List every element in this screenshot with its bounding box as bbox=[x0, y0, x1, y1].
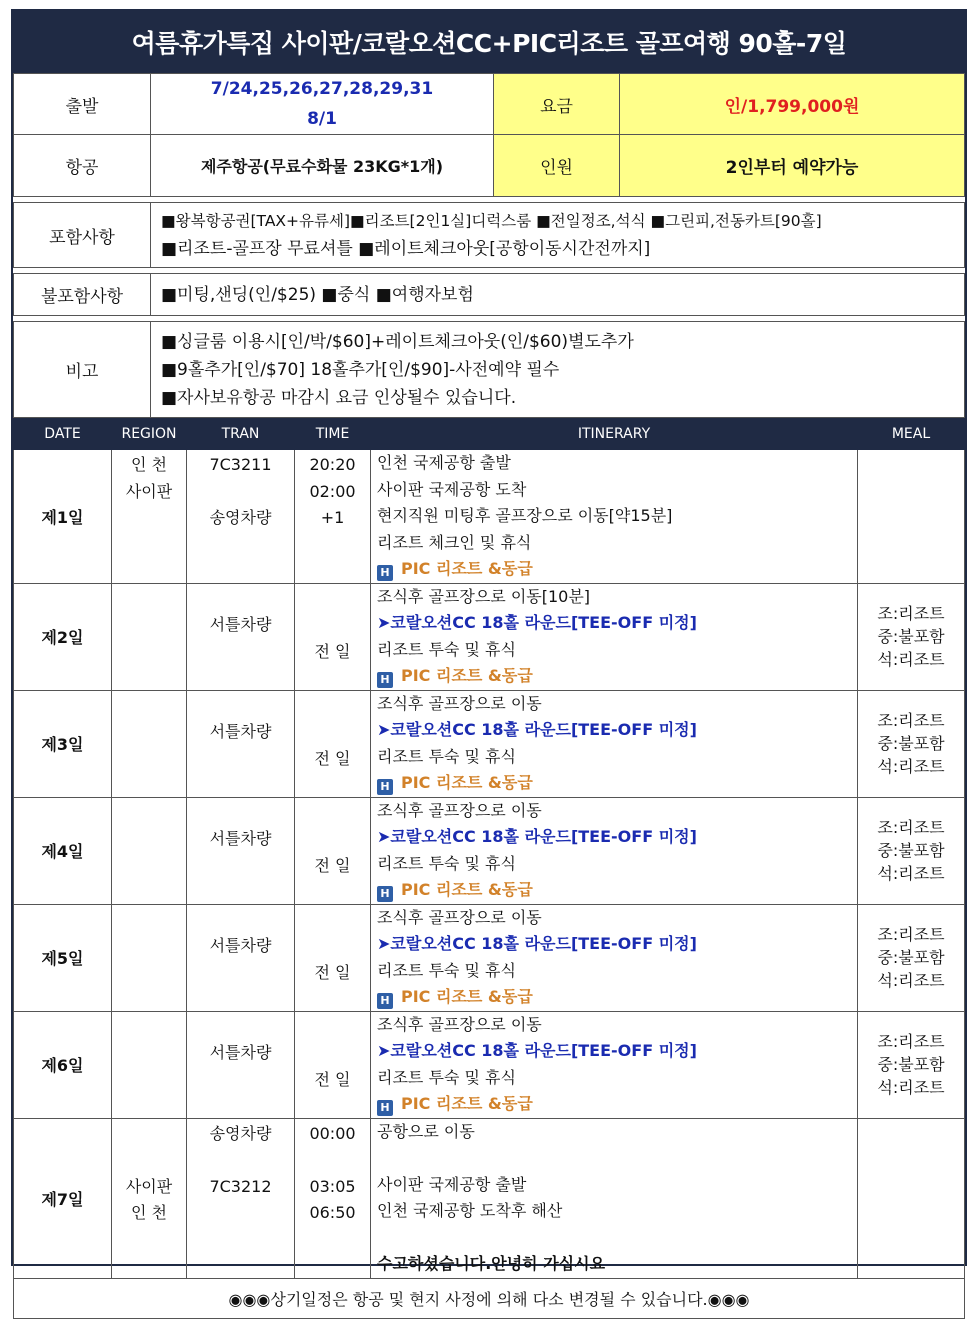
itinerary-line: 인천 국제공항 도착후 해산 bbox=[377, 1201, 563, 1220]
itinerary-line: 리조트 투숙 및 휴식 bbox=[377, 1067, 516, 1087]
time-line: 전 일 bbox=[314, 855, 351, 875]
meal-line: 중:불포함 bbox=[877, 948, 945, 967]
time-line bbox=[295, 1147, 370, 1174]
tran-cell bbox=[187, 583, 295, 690]
day-label: 제7일 bbox=[14, 1118, 112, 1278]
time-cell bbox=[295, 1011, 371, 1118]
golf-round-line: ➤코랄오션CC 18홀 라운드[TEE-OFF 미정] bbox=[377, 1041, 697, 1060]
hotel-line bbox=[377, 663, 857, 690]
hotel-h-icon: H bbox=[377, 779, 393, 795]
tran-line bbox=[187, 800, 294, 827]
day-label: 제1일 bbox=[14, 450, 112, 584]
meal-line: 석:리조트 bbox=[877, 757, 945, 776]
time-line: 00:00 bbox=[309, 1123, 356, 1143]
time-line: 전 일 bbox=[314, 1069, 351, 1089]
excluded-label: 불포함사항 bbox=[14, 274, 151, 316]
hotel-line bbox=[377, 1091, 857, 1118]
hotel-name: PIC 리조트 &동급 bbox=[401, 559, 533, 578]
golf-round-line: ➤코랄오션CC 18홀 라운드[TEE-OFF 미정] bbox=[377, 720, 697, 739]
meal-cell bbox=[858, 1118, 965, 1278]
golf-round-line: ➤코랄오션CC 18홀 라운드[TEE-OFF 미정] bbox=[377, 613, 697, 632]
itinerary-line: 인천 국제공항 출발 bbox=[377, 453, 511, 472]
page-title: 여름휴가특집 사이판/코랄오션CC+PIC리조트 골프여행 90홀-7일 bbox=[13, 11, 965, 73]
tran-line: 서틀차량 bbox=[209, 722, 272, 741]
itinerary-cell bbox=[371, 1011, 858, 1118]
itinerary-table bbox=[13, 418, 965, 1319]
time-line: 전 일 bbox=[314, 962, 351, 982]
day-row bbox=[14, 904, 965, 1011]
itinerary-cell bbox=[371, 1118, 858, 1278]
itinerary-line: 조식후 골프장으로 이동 bbox=[377, 907, 542, 927]
meal-line: 석:리조트 bbox=[877, 971, 945, 990]
time-line: 20:20 bbox=[309, 455, 356, 474]
meal-line: 조:리조트 bbox=[877, 925, 945, 944]
col-tran: TRAN bbox=[187, 419, 295, 450]
excluded-list: ■미팅,샌딩(인/$25) ■중식 ■여행자보험 bbox=[151, 274, 965, 316]
itinerary-sheet bbox=[11, 9, 967, 1309]
tran-cell bbox=[187, 797, 295, 904]
hotel-h-icon: H bbox=[377, 993, 393, 1009]
day-label: 제6일 bbox=[14, 1011, 112, 1118]
hotel-name: PIC 리조트 &동급 bbox=[401, 880, 533, 899]
time-line bbox=[295, 1014, 370, 1041]
region-cell bbox=[112, 904, 187, 1011]
hotel-name: PIC 리조트 &동급 bbox=[401, 1094, 533, 1113]
hotel-name: PIC 리조트 &동급 bbox=[401, 666, 533, 685]
tran-line bbox=[187, 1147, 294, 1174]
time-line bbox=[295, 586, 370, 613]
people-value: 2인부터 예약가능 bbox=[620, 135, 965, 197]
region-line: 사이판 bbox=[125, 481, 173, 501]
meal-cell bbox=[858, 690, 965, 797]
itinerary-line: 리조트 투숙 및 휴식 bbox=[377, 960, 516, 980]
time-line bbox=[295, 719, 370, 746]
itinerary-cell bbox=[371, 450, 858, 584]
region-line bbox=[112, 1121, 186, 1148]
time-line bbox=[295, 933, 370, 960]
time-line bbox=[295, 907, 370, 934]
day-row bbox=[14, 450, 965, 584]
col-itinerary: ITINERARY bbox=[371, 419, 858, 450]
day-row bbox=[14, 1118, 965, 1278]
region-line: 사이판 bbox=[125, 1176, 173, 1196]
region-cell bbox=[112, 583, 187, 690]
col-meal: MEAL bbox=[858, 419, 965, 450]
tran-line: 서틀차량 bbox=[209, 1043, 272, 1062]
tran-line: 서틀차량 bbox=[209, 936, 272, 955]
time-cell bbox=[295, 690, 371, 797]
meal-line: 석:리조트 bbox=[877, 864, 945, 883]
region-cell bbox=[112, 1011, 187, 1118]
day-row bbox=[14, 690, 965, 797]
itinerary-header bbox=[14, 419, 965, 450]
tran-line: 송영차량 bbox=[209, 508, 272, 527]
itinerary-line: 현지직원 미팅후 골프장으로 이동[약15분] bbox=[377, 506, 673, 525]
included-list: ■왕복항공권[TAX+유류세]■리조트[2인1실]디럭스룸 ■전일정조,석식 ■그린피,전동카트[90홀] ■리조트-골프장 무료셔틀 ■레이트체크아웃[공항이동시간전까지] bbox=[151, 203, 965, 268]
time-line bbox=[295, 1040, 370, 1067]
meal-line: 중:불포함 bbox=[877, 734, 945, 753]
day-label: 제4일 bbox=[14, 797, 112, 904]
time-line: +1 bbox=[320, 508, 345, 527]
region-line: 인 천 bbox=[131, 1203, 167, 1222]
hotel-line bbox=[377, 556, 857, 583]
region-cell bbox=[112, 797, 187, 904]
tran-line bbox=[187, 1014, 294, 1041]
tran-line: 서틀차량 bbox=[209, 829, 272, 848]
tran-cell bbox=[187, 690, 295, 797]
time-line: 전 일 bbox=[314, 748, 351, 768]
itinerary-cell bbox=[371, 904, 858, 1011]
itinerary-line: 조식후 골프장으로 이동 bbox=[377, 693, 542, 713]
meal-cell bbox=[858, 583, 965, 690]
day-row bbox=[14, 797, 965, 904]
meal-cell bbox=[858, 904, 965, 1011]
price-label: 요금 bbox=[494, 74, 620, 135]
tran-cell bbox=[187, 1011, 295, 1118]
day-label: 제2일 bbox=[14, 583, 112, 690]
tran-cell bbox=[187, 904, 295, 1011]
note-list: ■싱글룸 이용시[인/박/$60]+레이트체크아웃(인/$60)별도추가 ■9홀추가[인/$70] 18홀추가[인/$90]-사전예약 필수 ■자사보유항공 마감시 요금 인상될수 있습니다. bbox=[151, 322, 965, 418]
tran-line: 송영차량 bbox=[209, 1123, 272, 1143]
itinerary-line: 사이판 국제공항 출발 bbox=[377, 1174, 527, 1194]
itinerary-cell bbox=[371, 690, 858, 797]
time-line bbox=[295, 693, 370, 720]
tran-line: 7C3211 bbox=[209, 455, 272, 474]
tran-cell bbox=[187, 1118, 295, 1278]
hotel-line bbox=[377, 770, 857, 797]
tran-line bbox=[187, 479, 294, 506]
depart-label: 출발 bbox=[14, 74, 151, 135]
time-line: 06:50 bbox=[309, 1203, 356, 1222]
time-cell bbox=[295, 583, 371, 690]
itinerary-line: 리조트 투숙 및 휴식 bbox=[377, 639, 516, 659]
itinerary-line: 조식후 골프장으로 이동[10분] bbox=[377, 586, 591, 606]
meal-line: 석:리조트 bbox=[877, 650, 945, 669]
time-line: 전 일 bbox=[314, 641, 351, 661]
meal-line: 중:불포함 bbox=[877, 841, 945, 860]
hotel-name: PIC 리조트 &동급 bbox=[401, 987, 533, 1006]
hotel-line bbox=[377, 984, 857, 1011]
day-row bbox=[14, 583, 965, 690]
meal-cell bbox=[858, 797, 965, 904]
meal-line: 조:리조트 bbox=[877, 1032, 945, 1051]
itinerary-line: 리조트 투숙 및 휴식 bbox=[377, 746, 516, 766]
hotel-line bbox=[377, 877, 857, 904]
itinerary-cell bbox=[371, 583, 858, 690]
itinerary-line: 수고하셨습니다.안녕히 가십시요 bbox=[377, 1254, 606, 1273]
footer-note: ◉◉◉상기일정은 항공 및 현지 사정에 의해 다소 변경될 수 있습니다.◉◉◉ bbox=[14, 1278, 965, 1318]
hotel-name: PIC 리조트 &동급 bbox=[401, 773, 533, 792]
depart-dates: 7/24,25,26,27,28,29,31 8/1 bbox=[151, 74, 494, 135]
air-value: 제주항공(무료수화물 23KG*1개) bbox=[151, 135, 494, 197]
day-label: 제3일 bbox=[14, 690, 112, 797]
region-cell bbox=[112, 450, 187, 584]
tran-line: 서틀차량 bbox=[209, 615, 272, 634]
time-line: 02:00 bbox=[309, 481, 356, 501]
meal-line: 조:리조트 bbox=[877, 604, 945, 623]
day-row bbox=[14, 1011, 965, 1118]
tran-line: 7C3212 bbox=[209, 1176, 272, 1196]
note-label: 비고 bbox=[14, 322, 151, 418]
price-value: 인/1,799,000원 bbox=[620, 74, 965, 135]
tran-cell bbox=[187, 450, 295, 584]
time-cell bbox=[295, 1118, 371, 1278]
time-line bbox=[295, 826, 370, 853]
itinerary-line: 사이판 국제공항 도착 bbox=[377, 479, 527, 499]
col-region: REGION bbox=[112, 419, 187, 450]
meal-cell bbox=[858, 450, 965, 584]
meal-line: 중:불포함 bbox=[877, 1055, 945, 1074]
itinerary-cell bbox=[371, 797, 858, 904]
hotel-h-icon: H bbox=[377, 565, 393, 581]
itinerary-line: 조식후 골프장으로 이동 bbox=[377, 1014, 542, 1034]
tran-line bbox=[187, 907, 294, 934]
itinerary-line bbox=[377, 1145, 857, 1172]
air-label: 항공 bbox=[14, 135, 151, 197]
day-label: 제5일 bbox=[14, 904, 112, 1011]
hotel-h-icon: H bbox=[377, 886, 393, 902]
itinerary-line: 공항으로 이동 bbox=[377, 1121, 475, 1141]
meal-line: 석:리조트 bbox=[877, 1078, 945, 1097]
meal-line: 조:리조트 bbox=[877, 711, 945, 730]
tran-line bbox=[187, 693, 294, 720]
time-cell bbox=[295, 797, 371, 904]
golf-round-line: ➤코랄오션CC 18홀 라운드[TEE-OFF 미정] bbox=[377, 827, 697, 846]
time-cell bbox=[295, 904, 371, 1011]
region-cell bbox=[112, 1118, 187, 1278]
itinerary-line: 조식후 골프장으로 이동 bbox=[377, 800, 542, 820]
meal-line: 중:불포함 bbox=[877, 627, 945, 646]
region-cell bbox=[112, 690, 187, 797]
golf-round-line: ➤코랄오션CC 18홀 라운드[TEE-OFF 미정] bbox=[377, 934, 697, 953]
hotel-h-icon: H bbox=[377, 1100, 393, 1116]
included-label: 포함사항 bbox=[14, 203, 151, 268]
meal-cell bbox=[858, 1011, 965, 1118]
itinerary-line: 리조트 체크인 및 휴식 bbox=[377, 532, 532, 552]
tran-line bbox=[187, 586, 294, 613]
itinerary-line bbox=[377, 1225, 857, 1252]
time-line bbox=[295, 612, 370, 639]
region-line bbox=[112, 1147, 186, 1174]
people-label: 인원 bbox=[494, 135, 620, 197]
time-line: 03:05 bbox=[309, 1176, 356, 1196]
time-cell bbox=[295, 450, 371, 584]
region-line: 인 천 bbox=[131, 455, 167, 474]
hotel-h-icon: H bbox=[377, 672, 393, 688]
meal-line: 조:리조트 bbox=[877, 818, 945, 837]
time-line bbox=[295, 800, 370, 827]
itinerary-line: 리조트 투숙 및 휴식 bbox=[377, 853, 516, 873]
info-table bbox=[13, 73, 965, 418]
col-date: DATE bbox=[14, 419, 112, 450]
col-time: TIME bbox=[295, 419, 371, 450]
